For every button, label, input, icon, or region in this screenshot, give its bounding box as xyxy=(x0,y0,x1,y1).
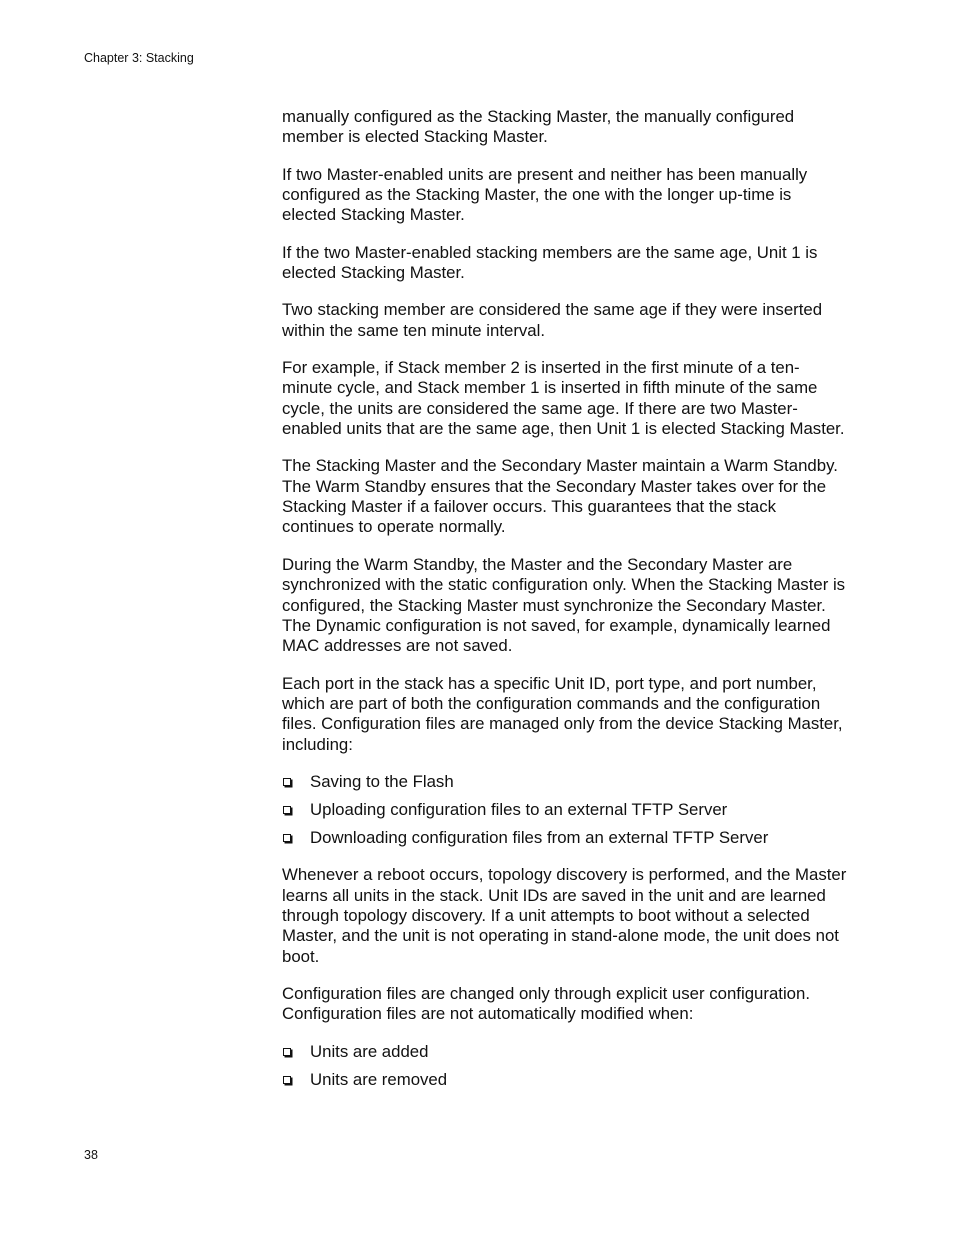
list-item xyxy=(282,800,847,820)
paragraph: During the Warm Standby, the Master and the Secondary Master are synchronized with the static configuration only. When the Stacking Master is configured, the Stacking Master must synchronize the Secondary Master. The Dynamic configuration is not saved, for example, dynamically learned MAC addresses are not saved. xyxy=(282,554,846,656)
page-number: 38 xyxy=(84,1148,98,1162)
checkbox-bullet-icon xyxy=(283,834,291,842)
bullet-list-config-files xyxy=(282,772,847,848)
checkbox-bullet-icon xyxy=(283,1076,291,1084)
paragraph: If the two Master-enabled stacking members are the same age, Unit 1 is elected Stacking Master. xyxy=(282,242,818,283)
checkbox-bullet-icon xyxy=(283,778,291,786)
list-item-text: Units are added xyxy=(310,1041,429,1061)
paragraph: Two stacking member are considered the same age if they were inserted within the same ten minute interval. xyxy=(282,300,823,340)
list-item xyxy=(282,1042,847,1062)
bullet-list-not-modified xyxy=(282,1042,847,1090)
list-item-text: Downloading configuration files from an external TFTP Server xyxy=(310,827,769,847)
paragraph: manually configured as the Stacking Master, the manually configured member is elected Stacking Master. xyxy=(282,107,795,147)
checkbox-bullet-icon xyxy=(283,806,291,814)
running-header: Chapter 3: Stacking xyxy=(84,51,194,65)
paragraph: For example, if Stack member 2 is inserted in the first minute of a ten-minute cycle, and Stack member 1 is inserted in fifth minute of the same cycle, the units are considered the same age. If there are two Master-enabled units that are the same age, then Unit 1 is elected Stacking Master. xyxy=(282,357,845,439)
paragraph: Whenever a reboot occurs, topology discovery is performed, and the Master learns all units in the stack. Unit IDs are saved in the unit and are learned through topology discovery. If a unit attempts to boot without a selected Master, and the unit is not operating in stand-alone mode, the unit does not boot. xyxy=(282,865,847,966)
list-item-text: Units are removed xyxy=(310,1069,448,1089)
list-item xyxy=(282,1070,847,1090)
list-item-text: Saving to the Flash xyxy=(310,771,454,791)
list-item-text: Uploading configuration files to an external TFTP Server xyxy=(310,799,728,819)
list-item xyxy=(282,772,847,792)
list-item xyxy=(282,828,847,848)
paragraph: Each port in the stack has a specific Unit ID, port type, and port number, which are part of both the configuration commands and the configuration files. Configuration files are managed only from the device Stacking Master, including: xyxy=(282,673,843,754)
paragraph: The Stacking Master and the Secondary Master maintain a Warm Standby. The Warm Standby ensures that the Secondary Master takes over for the Stacking Master if a failover occurs. This guarantees that the stack continues to operate normally. xyxy=(282,456,838,537)
checkbox-bullet-icon xyxy=(283,1048,291,1056)
paragraph: If two Master-enabled units are present and neither has been manually configured as the Stacking Master, the one with the longer up-time is elected Stacking Master. xyxy=(282,164,808,225)
page-body xyxy=(282,107,847,1107)
paragraph: Configuration files are changed only through explicit user configuration. Configuration files are not automatically modified when: xyxy=(282,983,810,1024)
